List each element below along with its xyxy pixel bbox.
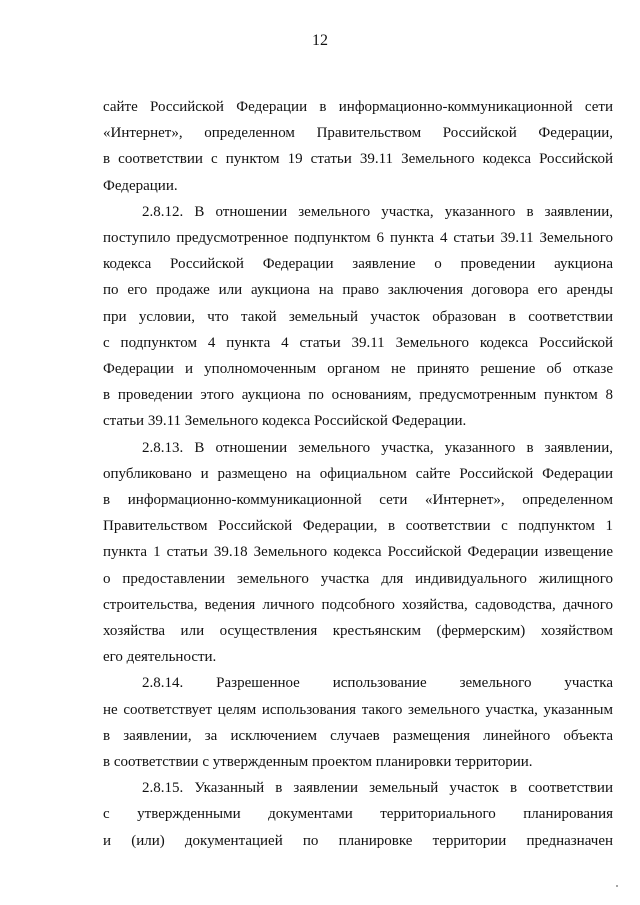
text-line: в информационно-коммуникационной сети «Интернет», определенном (103, 492, 613, 509)
text-line: в проведении этого аукциона по основаниям, предусмотренным пунктом 8 (103, 387, 613, 404)
paragraph-2-8-12 (103, 199, 613, 435)
paragraph-2-8-14 (103, 670, 613, 775)
text-line: в заявлении, за исключением случаев размещения линейного объекта (103, 727, 613, 744)
document-body (103, 94, 613, 854)
paragraph-continuation (103, 94, 613, 199)
text-line: поступило предусмотренное подпунктом 6 пункта 4 статьи 39.11 Земельного (103, 230, 613, 247)
text-line: и (или) документацией по планировке территории предназначен (103, 832, 613, 849)
text-line: 2.8.15. Указанный в заявлении земельный участок в соответствии (142, 780, 613, 797)
text-line: сайте Российской Федерации в информационно-коммуникационной сети (103, 99, 613, 115)
text-line: с утвержденными документами территориального планирования (103, 806, 613, 823)
text-line: Федерации и уполномоченным органом не принято решение об отказе (103, 361, 613, 378)
text-line: в соответствии с утвержденным проектом планировки территории. (103, 754, 533, 771)
text-line: кодекса Российской Федерации заявление о проведении аукциона (103, 256, 613, 273)
text-line: в соответствии с пунктом 19 статьи 39.11 Земельного кодекса Российской (103, 151, 613, 168)
text-line: при условии, что такой земельный участок образован в соответствии (103, 308, 613, 325)
text-line: «Интернет», определенном Правительством Российской Федерации, (103, 125, 613, 142)
text-line: Федерации. (103, 177, 178, 194)
paragraph-2-8-15 (103, 775, 613, 854)
text-line: Правительством Российской Федерации, в соответствии с подпунктом 1 (103, 518, 613, 535)
text-line: о предоставлении земельного участка для индивидуального жилищного (103, 570, 613, 587)
text-line: опубликовано и размещено на официальном сайте Российской Федерации (103, 465, 613, 482)
text-line: по его продаже или аукциона на право заключения договора его аренды (103, 282, 613, 299)
text-line: статьи 39.11 Земельного кодекса Российской Федерации. (103, 413, 467, 430)
paragraph-2-8-13 (103, 435, 613, 671)
text-line: пункта 1 статьи 39.18 Земельного кодекса Российской Федерации извещение (103, 544, 613, 561)
text-line: 2.8.12. В отношении земельного участка, указанного в заявлении, (142, 203, 613, 220)
text-line: с подпунктом 4 пункта 4 статьи 39.11 Земельного кодекса Российской (103, 334, 613, 351)
text-line: 2.8.14. Разрешенное использование земельного участка (142, 675, 613, 692)
text-line: строительства, ведения личного подсобного хозяйства, садоводства, дачного (103, 596, 613, 613)
scan-artifact-dot (616, 885, 618, 887)
text-line: его деятельности. (103, 649, 217, 666)
text-line: хозяйства или осуществления крестьянским (фермерским) хозяйством (103, 623, 613, 640)
page-number: 12 (312, 32, 328, 49)
text-line: не соответствует целям использования такого земельного участка, указанным (103, 701, 613, 718)
text-line: 2.8.13. В отношении земельного участка, указанного в заявлении, (142, 439, 613, 456)
